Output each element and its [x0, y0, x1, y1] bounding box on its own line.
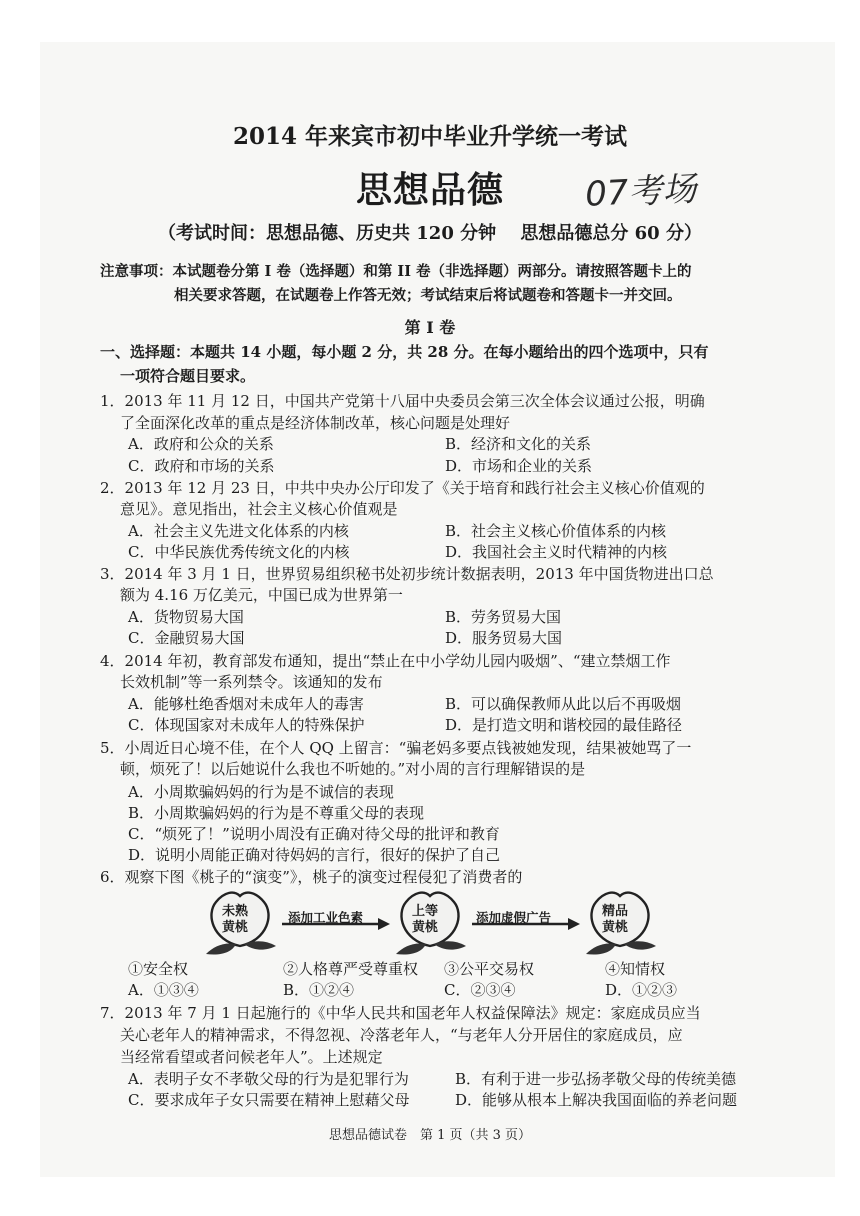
handwritten-note: 07考场 [584, 169, 698, 215]
q4-option-c: C．体现国家对未成年人的特殊保护 [128, 716, 365, 734]
q6-option-c: C．②③④ [444, 981, 516, 999]
q2-option-b: B．社会主义核心价值体系的内核 [445, 522, 667, 540]
peach-3-label-line-1: 精品 [602, 904, 629, 919]
q3-option-c: C．金融贸易大国 [128, 629, 245, 647]
notice-line-1: 注意事项：本试题卷分第 I 卷（选择题）和第 II 卷（非选择题）两部分。请按照答题卡上的 [100, 263, 692, 280]
q4-stem-2: 长效机制”等一系列禁令。该通知的发布 [120, 673, 383, 691]
q6-right-3: ③公平交易权 [444, 960, 535, 978]
q2-stem-1: 2．2013 年 12 月 23 日，中共中央办公厅印发了《关于培育和践行社会主义核心价值观的 [100, 479, 705, 497]
subject-title: 思想品德 [355, 169, 504, 211]
exam-title: 2014 年来宾市初中毕业升学统一考试 [232, 123, 628, 150]
q5-option-d: D．说明小周能正确对待妈妈的言行，很好的保护了自己 [128, 846, 501, 864]
q6-option-a: A．①③④ [128, 981, 199, 999]
q7-option-a: A．表明子女不孝敬父母的行为是犯罪行为 [128, 1070, 409, 1088]
q4-option-a: A．能够杜绝香烟对未成年人的毒害 [128, 695, 364, 713]
q2-option-d: D．我国社会主义时代精神的内核 [445, 543, 668, 561]
q4-stem-1: 4．2014 年初，教育部发布通知，提出“禁止在中小学幼儿园内吸烟”、“建立禁烟工作 [100, 652, 671, 670]
q6-right-1: ①安全权 [128, 960, 189, 978]
q5-stem-1: 5．小周近日心境不佳，在个人 QQ 上留言：“骗老妈多要点钱被她发现，结果被她骂了一 [100, 739, 692, 757]
q5-option-a: A．小周欺骗妈妈的行为是不诚信的表现 [128, 783, 394, 801]
q7-option-b: B．有利于进一步弘扬孝敬父母的传统美德 [455, 1070, 737, 1088]
peach-2-label-line-2: 黄桃 [412, 920, 439, 935]
q5-stem-2: 顿，烦死了！以后她说什么我也不听她的。”对小周的言行理解错误的是 [120, 760, 586, 778]
q7-option-d: D．能够从根本上解决我国面临的养老问题 [455, 1091, 738, 1109]
q7-stem-1: 7．2013 年 7 月 1 日起施行的《中华人民共和国老年人权益保障法》规定：家庭成员应当 [100, 1004, 701, 1022]
peach-1-label-line-1: 未熟 [222, 904, 249, 919]
part-intro-line-2: 一项符合题目要求。 [120, 367, 256, 385]
q3-stem-1: 3．2014 年 3 月 1 日，世界贸易组织秘书处初步统计数据表明，2013 年中国货物进出口总 [100, 565, 714, 583]
q6-right-4: ④知情权 [605, 960, 666, 978]
q1-option-a: A．政府和公众的关系 [128, 435, 274, 453]
exam-time: （考试时间：思想品德、历史共 120 分钟 思想品德总分 60 分） [158, 223, 702, 244]
notice-line-2: 相关要求答题，在试题卷上作答无效；考试结束后将试题卷和答题卡一并交回。 [174, 287, 682, 304]
q4-option-b: B．可以确保教师从此以后不再吸烟 [445, 695, 682, 713]
q1-option-d: D．市场和企业的关系 [445, 457, 593, 475]
peach-evolution-diagram [200, 880, 740, 960]
page-footer: 思想品德试卷 第 1 页（共 3 页） [328, 1128, 532, 1143]
q1-option-b: B．经济和文化的关系 [445, 435, 592, 453]
q7-stem-3: 当经常看望或者问候老年人”。上述规定 [120, 1048, 383, 1066]
q2-option-a: A．社会主义先进文化体系的内核 [128, 522, 349, 540]
q3-option-a: A．货物贸易大国 [128, 608, 244, 626]
arrow-1-label: 添加工业色素 [288, 910, 364, 925]
q6-option-d: D．①②③ [605, 981, 678, 999]
q2-option-c: C．中华民族优秀传统文化的内核 [128, 543, 350, 561]
section-title: 第 I 卷 [404, 318, 456, 337]
q1-stem-1: 1．2013 年 11 月 12 日，中国共产党第十八届中央委员会第三次全体会议通过公报，明确 [100, 392, 705, 410]
q6-option-b: B．①②④ [283, 981, 355, 999]
q2-stem-2: 意见》。意见指出，社会主义核心价值观是 [120, 500, 398, 518]
q7-option-c: C．要求成年子女只需要在精神上慰藉父母 [128, 1091, 410, 1109]
q1-option-c: C．政府和市场的关系 [128, 457, 275, 475]
q3-option-b: B．劳务贸易大国 [445, 608, 562, 626]
q6-stem: 6．观察下图《桃子的“演变”》，桃子的演变过程侵犯了消费者的 [100, 868, 523, 886]
peach-1-label-line-2: 黄桃 [222, 920, 249, 935]
arrow-2-label: 添加虚假广告 [476, 910, 552, 925]
q4-option-d: D．是打造文明和谐校园的最佳路径 [445, 716, 683, 734]
q1-stem-2: 了全面深化改革的重点是经济体制改革，核心问题是处理好 [120, 414, 511, 432]
notice [100, 260, 692, 308]
q3-option-d: D．服务贸易大国 [445, 629, 563, 647]
q5-option-c: C．“烦死了！”说明小周没有正确对待父母的批评和教育 [128, 825, 500, 843]
q7-stem-2: 关心老年人的精神需求，不得忽视、冷落老年人，“与老年人分开居住的家庭成员，应 [120, 1026, 683, 1044]
peach-3-label-line-2: 黄桃 [602, 920, 629, 935]
q3-stem-2: 额为 4.16 万亿美元，中国已成为世界第一 [120, 586, 403, 604]
q5-option-b: B．小周欺骗妈妈的行为是不尊重父母的表现 [128, 804, 425, 822]
q6-right-2: ②人格尊严受尊重权 [283, 960, 419, 978]
peach-2-label-line-1: 上等 [412, 904, 439, 919]
part-intro-line-1: 一、选择题：本题共 14 小题，每小题 2 分，共 28 分。在每小题给出的四个选项中，只有 [100, 343, 709, 361]
